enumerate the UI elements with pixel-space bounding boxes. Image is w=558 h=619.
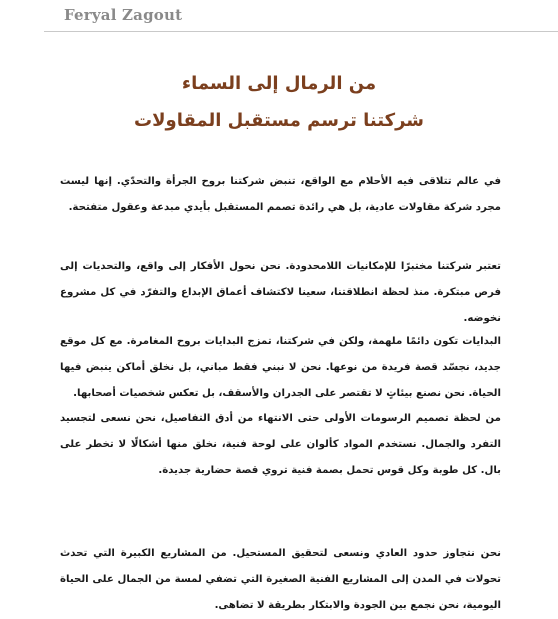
document-title-line-2: شركتنا ترسم مستقبل المقاولات	[134, 110, 424, 131]
document-title-line-1: من الرمال إلى السماء	[181, 73, 377, 94]
paragraph-3: البدايات تكون دائمًا ملهمة، ولكن في شركتنا، تمزج البدايات بروح المغامرة. مع كل موقع جديد، نجسّد قصة فريدة من نوعها. نحن لا نبني فقط مباني، بل نخلق أماكن ينبض فيها الحياة. نحن نصنع بيئاتٍ لا تقتصر على الجدران والأسقف، بل تعكس شخصيات أصحابها.	[60, 336, 501, 399]
author-name: Feryal Zagout	[64, 6, 183, 24]
paragraph-1: في عالم تتلاقى فيه الأحلام مع الواقع، تنبض شركتنا بروح الجرأة والتحدّي. إنها ليست مجرد شركة مقاولات عادية، بل هي رائدة تصمم المستقبل بأيدي مبدعة وعقول متفتحة.	[60, 176, 501, 213]
paragraph-4: من لحظة تصميم الرسومات الأولى حتى الانتهاء من أدق التفاصيل، نحن نسعى لتجسيد التفرد والجمال. نستخدم المواد كألوان على لوحة فنية، نخلق منها أشكالًا لا تخطر على بال. كل طوبة وكل قوس تحمل بصمة فنية تروي قصة حضارية جديدة.	[60, 413, 501, 476]
header-divider	[44, 31, 558, 32]
paragraph-2: تعتبر شركتنا مختبرًا للإمكانيات اللامحدودة. نحن نحول الأفكار إلى واقع، والتحديات إلى فرص مبتكرة. منذ لحظة انطلاقتنا، سعينا لاكتشاف أعماق الإبداع والتفرّد في كل مشروع نخوضه.	[60, 261, 501, 324]
paragraph-5: نحن نتجاوز حدود العادي ونسعى لتحقيق المستحيل. من المشاريع الكبيرة التي تحدث تحولات في المدن إلى المشاريع الفنية الصغيرة التي تضفي لمسة من الجمال على الحياة اليومية، نحن نجمع بين الجودة والابتكار بطريقة لا تضاهى.	[60, 548, 501, 611]
